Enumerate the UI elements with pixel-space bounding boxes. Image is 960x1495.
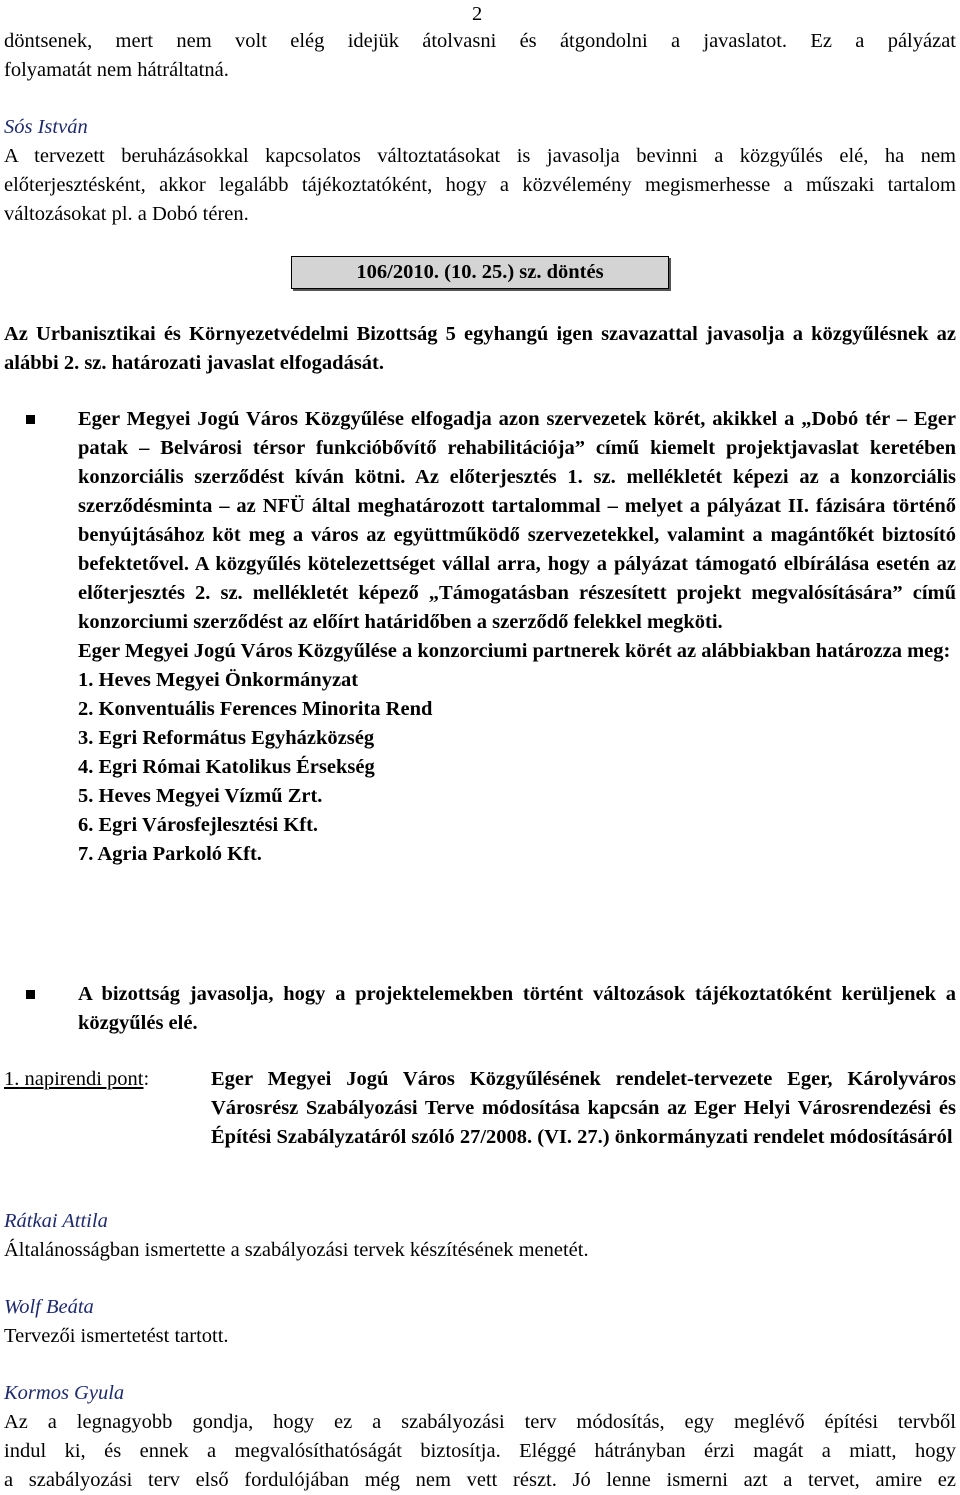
speaker-ratkai: Rátkai Attila (4, 1210, 108, 1232)
committee-suggestion: A bizottság javasolja, hogy a projektelemekben történt változások tájékoztatóként kerüljenek a közgyűlés elé. (78, 983, 956, 1034)
bullet-marker-1 (26, 405, 35, 434)
speaker-wolf: Wolf Beáta (4, 1296, 94, 1318)
committee-recommendation: Az Urbanisztikai és Környezetvédelmi Bizottság 5 egyhangú igen szavazattal javasolja a közgyűlésnek az alábbi 2. sz. határozati javaslat elfogadását. (4, 323, 956, 374)
partner-item: 3. Egri Református Egyházközség (78, 727, 375, 749)
agenda-label: 1. napirendi pont: (4, 1068, 150, 1090)
sos-statement: A tervezett beruházásokkal kapcsolatos változtatásokat is javasolja bevinni a közgyűlés elé, ha nem előterjesztésként, akkor legalább tájékoztatóként, hogy a közvélemény megismerhesse a műszaki tartalom változásokat pl. a Dobó téren. (4, 145, 956, 225)
bullet-marker-2 (26, 980, 35, 1009)
partner-item: 5. Heves Megyei Vízmű Zrt. (78, 785, 323, 807)
partner-item: 1. Heves Megyei Önkormányzat (78, 669, 359, 691)
agenda-item (4, 1065, 956, 1152)
agenda-label-text: napirendi pont (24, 1068, 144, 1090)
kormos-line-1: Az a legnagyobb gondja, hogy ez a szabályozási terv módosítás, egy meglévő építési tervből (4, 1411, 956, 1433)
partner-item: 4. Egri Római Katolikus Érsekség (78, 756, 375, 778)
kormos-line-2: indul ki, és ennek a megvalósíthatóságát biztosítja. Eléggé hátrányban érzi magát a miatt, hogy (4, 1440, 956, 1462)
agenda-title: Eger Megyei Jogú Város Közgyűlésének rendelet-tervezete Eger, Károlyváros Városrész Szabályozási Terve módosítása kapcsán az Eger Helyi Városrendezési és Építési Szabályzatáról szóló 27/2008. (VI. 27.) önkormányzati rendelet módosításáról (211, 1068, 956, 1148)
partners-intro: Eger Megyei Jogú Város Közgyűlése a konzorciumi partnerek körét az alábbiakban határozza meg: (78, 640, 951, 662)
speaker-kormos: Kormos Gyula (4, 1382, 125, 1404)
kormos-line-3: a szabályozási terv első fordulójában még nem vett részt. Jó lenne ismerni azt a tervet, amire ez (4, 1469, 956, 1491)
partner-item: 7. Agria Parkoló Kft. (78, 843, 262, 865)
partner-list (78, 666, 956, 869)
intro-line-2: folyamatát nem hátráltatná. (4, 59, 229, 81)
intro-line-1: döntsenek, mert nem volt elég idejük átolvasni és átgondolni a javaslatot. Ez a pályázat (4, 30, 956, 52)
wolf-statement: Tervezői ismertetést tartott. (4, 1325, 229, 1347)
agenda-number: 1. (4, 1068, 20, 1090)
resolution-paragraph: Eger Megyei Jogú Város Közgyűlése elfogadja azon szervezetek körét, akikkel a „Dobó tér – Eger patak – Belvárosi térsor funkcióbővítő rehabilitációja” című kiemelt projektjavaslat keretében konzorciális szerződést kíván kötni. Az előterjesztés 1. sz. mellékletét képezi az a konzorciális szerződésminta – az NFÜ által meghatározott tartalommal – melyet a pályázat II. fázisára történő benyújtásához köt meg a város az együttműködő szervezetekkel, valamint a magántőkét biztosító befektetővel. A közgyűlés kötelezettséget vállal arra, hogy a pályázat támogató elbírálása esetén az előterjesztés 2. sz. mellékletét képező „Támogatásban részesített projekt megvalósítására” című konzorciumi szerződést az előírt határidőben a szerződő felekkel megköti. (78, 408, 956, 633)
page-number: 2 (472, 3, 483, 25)
ratkai-statement: Általánosságban ismertette a szabályozási tervek készítésének menetét. (4, 1239, 589, 1261)
speaker-sos: Sós István (4, 116, 88, 138)
partner-item: 2. Konventuális Ferences Minorita Rend (78, 698, 433, 720)
decision-box: 106/2010. (10. 25.) sz. döntés (291, 256, 669, 289)
partner-item: 6. Egri Városfejlesztési Kft. (78, 814, 319, 836)
